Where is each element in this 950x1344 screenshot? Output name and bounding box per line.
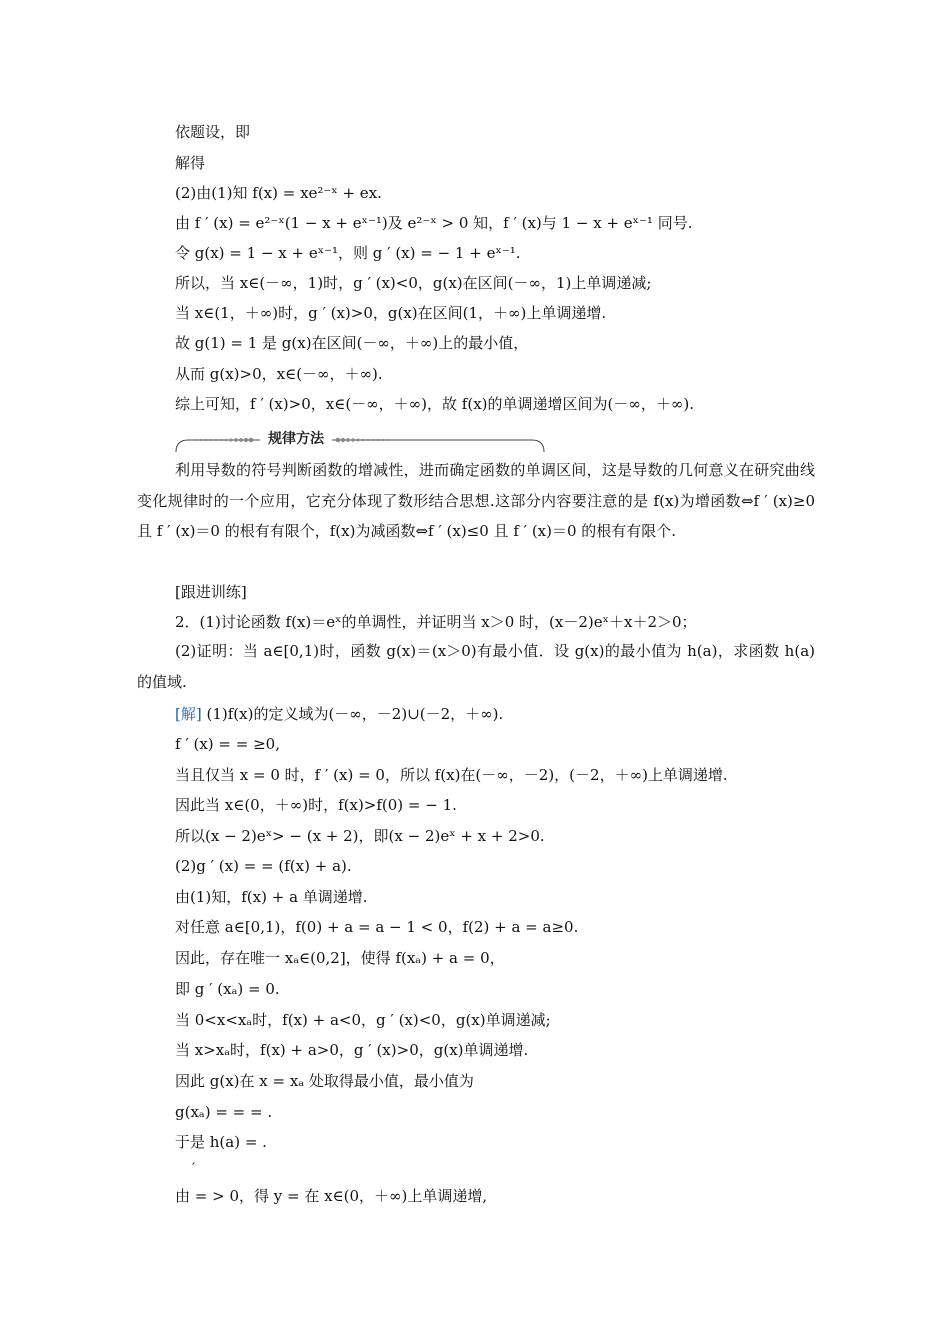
text-line: 当 x∈(1，＋∞)时，g ′ (x)>0，g(x)在区间(1，＋∞)上单调递增. bbox=[175, 304, 607, 322]
text-line: 综上可知，f ′ (x)>0，x∈(－∞，＋∞)，故 f(x)的单调递增区间为(－∞，＋∞). bbox=[175, 395, 694, 413]
text-line: 当 x>xₐ时，f(x) + a>0，g ′ (x)>0，g(x)单调递增. bbox=[175, 1041, 529, 1059]
text-line: 由(1)知，f(x) + a 单调递增. bbox=[175, 888, 368, 906]
text-line: (2)g ′ (x) = = (f(x) + a). bbox=[175, 857, 352, 875]
text-line: 因此，存在唯一 xₐ∈(0,2]，使得 f(xₐ) + a = 0， bbox=[175, 949, 505, 967]
text-line: 所以，当 x∈(－∞，1)时，g ′ (x)<0，g(x)在区间(－∞，1)上单调递减; bbox=[175, 274, 652, 292]
solution-tag: [解] bbox=[175, 705, 202, 723]
text-line: 解得 bbox=[175, 154, 206, 172]
text-line: 当 0<x<xₐ时，f(x) + a<0，g ′ (x)<0，g(x)单调递减; bbox=[175, 1011, 551, 1029]
text-line: 于是 h(a) = . bbox=[175, 1133, 267, 1151]
text-line: 当且仅当 x = 0 时，f ′ (x) = 0，所以 f(x)在(－∞，－2)，(－2，＋∞)上单调递增. bbox=[175, 766, 728, 784]
text-line: 从而 g(x)>0，x∈(－∞，＋∞). bbox=[175, 365, 383, 383]
text-line: 由 = > 0，得 y = 在 x∈(0，＋∞)上单调递增, bbox=[175, 1187, 488, 1205]
text-line: g(xₐ) = = = . bbox=[175, 1103, 273, 1121]
text-line: (2)由(1)知 f(x) = xe²⁻ˣ + ex. bbox=[175, 184, 382, 202]
problem-paragraph: (2)证明：当 a∈[0,1)时，函数 g(x)＝(x＞0)有最小值．设 g(x)的最小值为 h(a)，求函数 h(a)的值域. bbox=[137, 642, 815, 691]
text-line: 对任意 a∈[0,1)，f(0) + a = a − 1 < 0，f(2) + a = a≥0. bbox=[175, 918, 579, 936]
text-line: 所以(x − 2)eˣ> − (x + 2)，即(x − 2)eˣ + x + 2>0. bbox=[175, 827, 545, 845]
banner-frame bbox=[174, 430, 546, 454]
banner-title: 规律方法 bbox=[260, 430, 332, 448]
text-line: 由 f ′ (x) = e²⁻ˣ(1 − x + eˣ⁻¹)及 e²⁻ˣ > 0 知，f ′ (x)与 1 − x + eˣ⁻¹ 同号. bbox=[175, 214, 693, 232]
text-line: f ′ (x) = = ≥0, bbox=[175, 735, 280, 753]
text-line: 令 g(x) = 1 − x + eˣ⁻¹，则 g ′ (x) = − 1 + eˣ⁻¹. bbox=[175, 244, 521, 262]
method-paragraph: 利用导数的符号判断函数的增减性，进而确定函数的单调区间，这是导数的几何意义在研究曲线变化规律时的一个应用，它充分体现了数形结合思想.这部分内容要注意的是 f(x)为增函数⇔f ′ (x)≥0 且 f ′ (x)＝0 的根有有限个，f(x)为减函数⇔f ′ (x)≤0 且 f ′ (x)＝0 的根有有限个. bbox=[137, 461, 815, 540]
practice-label: [跟进训练] bbox=[175, 583, 247, 601]
text-line: 因此当 x∈(0，＋∞)时，f(x)>f(0) = − 1. bbox=[175, 796, 457, 814]
text-line: 因此 g(x)在 x = xₐ 处取得最小值，最小值为 bbox=[175, 1072, 474, 1090]
method-section-banner bbox=[174, 430, 546, 454]
text-line: 依题设，即 bbox=[175, 123, 251, 141]
text-line: 即 g ′ (xₐ) = 0. bbox=[175, 980, 280, 998]
solution-text: (1)f(x)的定义域为(－∞，－2)∪(－2，＋∞). bbox=[201, 705, 504, 723]
prime-mark: ′ bbox=[192, 1161, 196, 1177]
problem-line: 2．(1)讨论函数 f(x)＝eˣ的单调性，并证明当 x＞0 时，(x－2)eˣ＋x＋2＞0； bbox=[175, 613, 697, 631]
text-line: 故 g(1) = 1 是 g(x)在区间(－∞，＋∞)上的最小值， bbox=[175, 334, 529, 352]
solution-first-line bbox=[175, 704, 503, 724]
